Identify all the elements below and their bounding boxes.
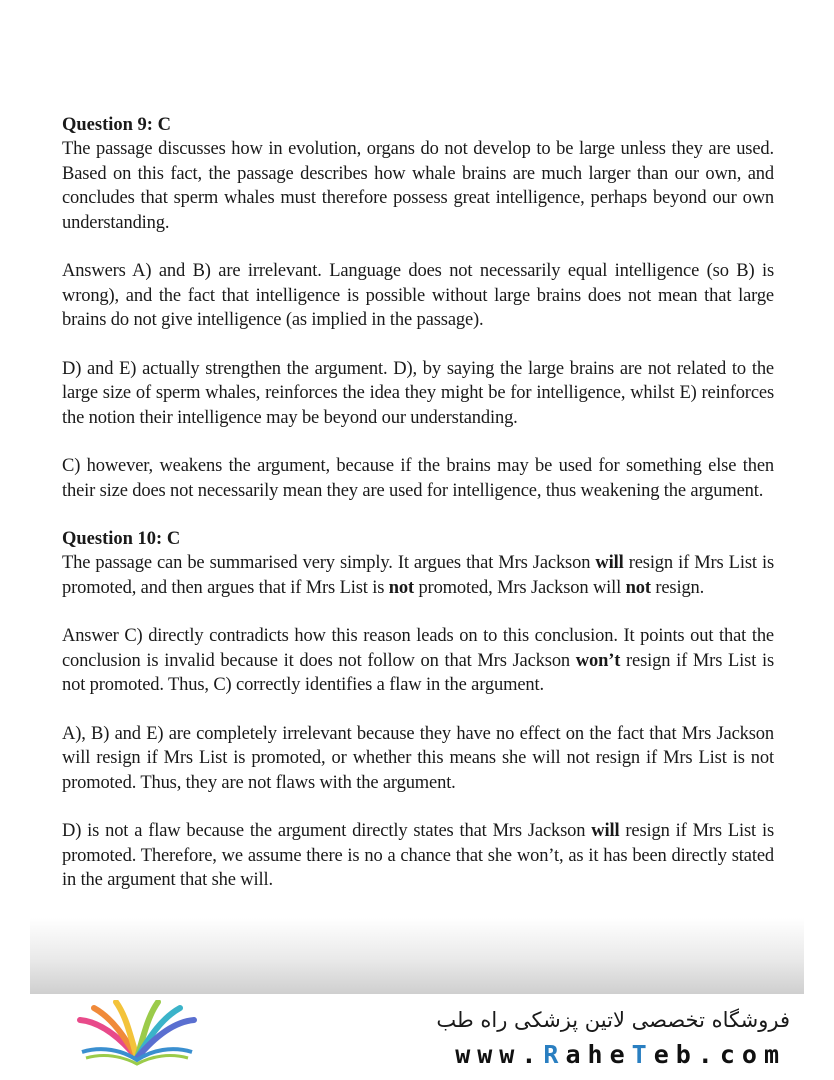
footer bbox=[0, 994, 834, 1080]
text-run: resign if Mrs List is promoted, and then argues that if Mrs List is bbox=[62, 553, 774, 598]
text-run: The passage can be summarised very simply. It argues that Mrs Jackson bbox=[62, 553, 596, 573]
page-content bbox=[62, 113, 774, 917]
q9-paragraph-2: Answers A) and B) are irrelevant. Language does not necessarily equal intelligence (so B) is wrong), and the fact that intelligence is possible without large brains does not mean that large brains do not give intelligence (as implied in the passage). bbox=[62, 261, 774, 330]
q10-paragraph-4 bbox=[62, 819, 774, 893]
text-run: resign if Mrs List is promoted. Therefore, we assume there is no a chance that she won’t, as it has been directly stated in the argument that she will. bbox=[62, 821, 774, 890]
url-highlight: T bbox=[631, 1040, 654, 1069]
text-run: Answer C) directly contradicts how this reason leads on to this conclusion. It points out that the conclusion is invalid because it does not follow on that Mrs Jackson bbox=[62, 626, 774, 671]
url-highlight: R bbox=[543, 1040, 566, 1069]
bold-run: will bbox=[591, 821, 620, 841]
q9-paragraph-1: The passage discusses how in evolution, organs do not develop to be large unless they are used. Based on this fact, the passage describes how whale brains are much larger than our own, and concludes that sperm whales must therefore possess great intelligence, perhaps beyond our own understanding. bbox=[62, 139, 774, 233]
question-10-heading: Question 10: C bbox=[62, 529, 181, 549]
q10-paragraph-3: A), B) and E) are completely irrelevant because they have no effect on the fact that Mrs Jackson will resign if Mrs List is promoted, or whether this means she will not resign if Mrs List is not promoted. Thus, they are not flaws with the argument. bbox=[62, 723, 774, 793]
url-part: eb.com bbox=[653, 1040, 786, 1069]
q9-paragraph-3: D) and E) actually strengthen the argument. D), by saying the large brains are not related to the large size of sperm whales, reinforces the idea they might be for intelligence, whilst E) reinforces the notion their intelligence may be beyond our understanding. bbox=[62, 358, 774, 428]
text-run: resign. bbox=[650, 577, 705, 598]
bold-run: won’t bbox=[575, 650, 621, 671]
footer-shadow-band bbox=[30, 918, 804, 994]
q9-paragraph-4: C) however, weakens the argument, because if the brains may be used for something else then their size does not necessarily mean they are used for intelligence, thus weakening the argument. bbox=[62, 456, 774, 501]
text-run: D) is not a flaw because the argument directly states that Mrs Jackson bbox=[62, 821, 592, 841]
store-tagline: فروشگاه تخصصی لاتین پزشکی راه طب bbox=[436, 1008, 790, 1032]
question-9-heading: Question 9: C bbox=[62, 115, 171, 135]
bold-run: not bbox=[625, 577, 651, 598]
q10-paragraph-2 bbox=[62, 624, 774, 698]
website-url[interactable] bbox=[455, 1040, 786, 1069]
q10-paragraph-1 bbox=[62, 551, 774, 600]
url-part: ahe bbox=[565, 1040, 632, 1069]
url-part: www. bbox=[455, 1040, 544, 1069]
bold-run: not bbox=[388, 577, 414, 598]
bold-run: will bbox=[595, 553, 624, 573]
open-book-logo-icon bbox=[72, 1000, 202, 1066]
text-run: promoted, Mrs Jackson will bbox=[413, 577, 626, 598]
text-run: resign if Mrs List is not promoted. Thus, C) correctly identifies a flaw in the argument. bbox=[62, 650, 774, 695]
